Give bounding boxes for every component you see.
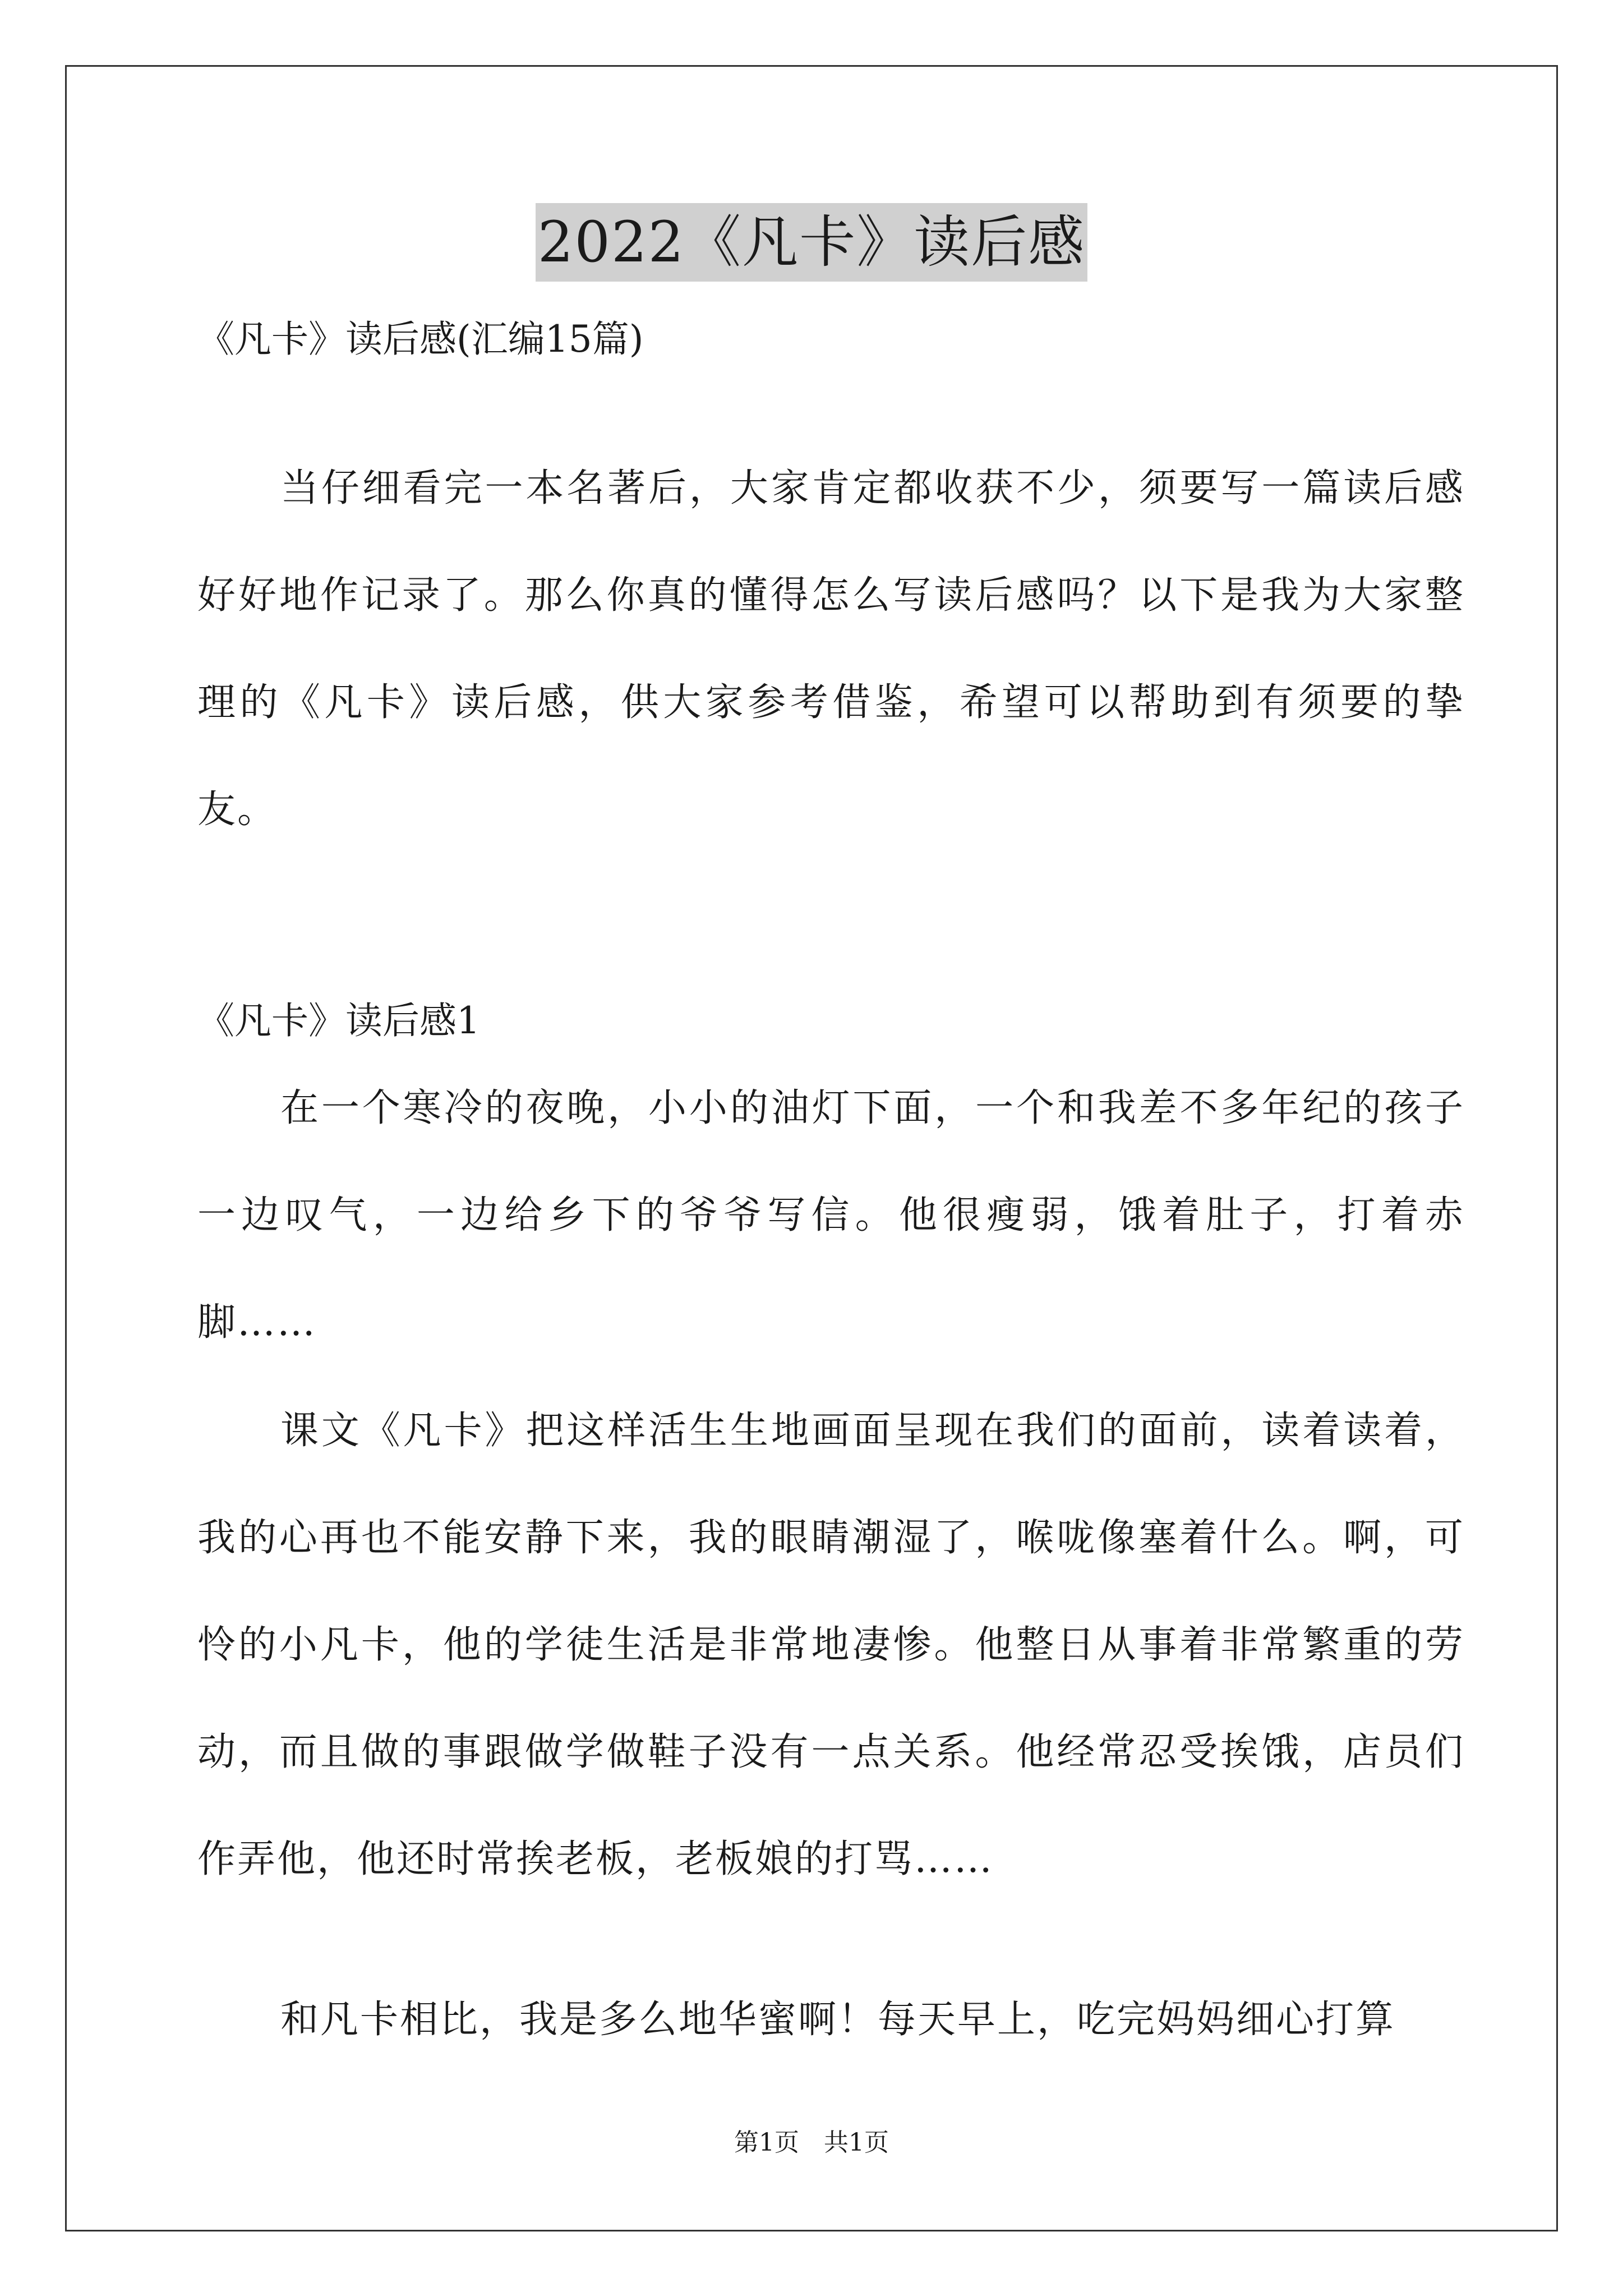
section-heading: 《凡卡》读后感1 — [197, 999, 480, 1042]
document-title: 2022《凡卡》读后感 — [536, 203, 1088, 282]
page-footer: 第1页 共1页 — [734, 2128, 889, 2157]
intro-paragraph: 当仔细看完一本名著后，大家肯定都收获不少，须要写一篇读后感好好地作记录了。那么你真的懂得怎么写读后感吗？以下是我为大家整理的《凡卡》读后感，供大家参考借鉴，希望可以帮助到有须要的挚友。 — [197, 466, 1465, 832]
body-paragraph-1: 在一个寒冷的夜晚，小小的油灯下面，一个和我差不多年纪的孩子一边叹气，一边给乡下的爷爷写信。他很瘦弱，饿着肚子，打着赤脚…… — [197, 1086, 1465, 1345]
title-container — [0, 203, 1623, 282]
body-paragraph-2: 课文《凡卡》把这样活生生地画面呈现在我们的面前，读着读着，我的心再也不能安静下来，我的眼睛潮湿了，喉咙像塞着什么。啊，可怜的小凡卡，他的学徒生活是非常地凄惨。他整日从事着非常繁重的劳动，而且做的事跟做学做鞋子没有一点关系。他经常忍受挨饿，店员们作弄他，他还时常挨老板，老板娘的打骂…… — [197, 1409, 1465, 1881]
body-paragraph-3: 和凡卡相比，我是多么地华蜜啊！每天早上，吃完妈妈细心打算 — [280, 1998, 1396, 2042]
document-subtitle: 《凡卡》读后感(汇编15篇) — [197, 318, 644, 361]
